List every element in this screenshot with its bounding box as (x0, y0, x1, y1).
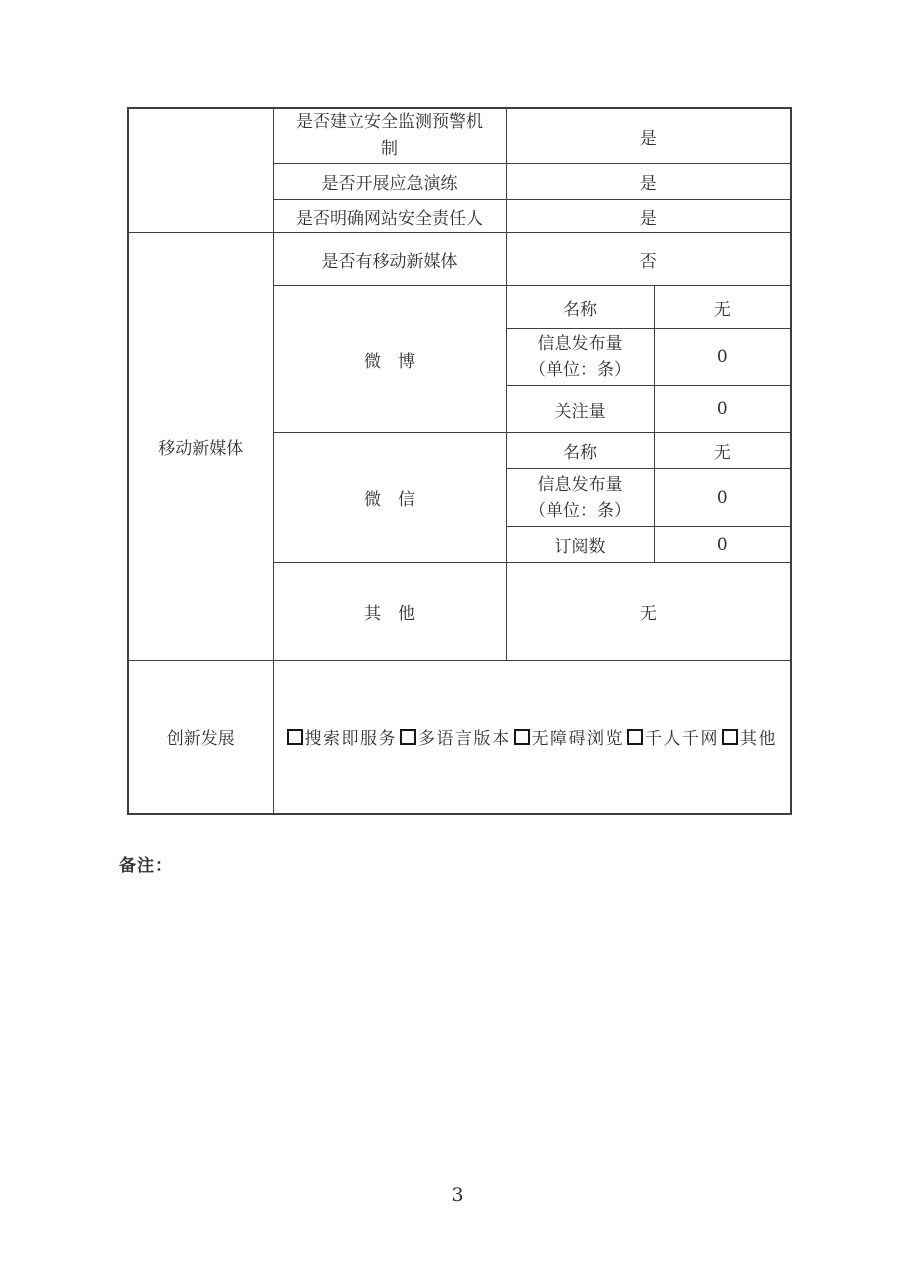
security-question-cell: 是否明确网站安全责任人 (273, 200, 506, 233)
remarks-label: 备注： (119, 856, 173, 876)
mobile-media-answer-cell: 否 (506, 233, 791, 286)
checkbox-icon[interactable] (627, 729, 643, 745)
page-number: 3 (451, 1184, 464, 1206)
weibo-followers-value-cell: 0 (654, 386, 791, 433)
innovation-option (719, 729, 777, 749)
table-row (128, 233, 791, 286)
checkbox-icon[interactable] (400, 729, 416, 745)
innovation-option-label: 多语言版本 (418, 729, 511, 750)
security-question: 是否建立安全监测预警机制 (296, 112, 483, 159)
innovation-option-label: 无障碍浏览 (531, 729, 624, 750)
wechat-name-value-cell: 无 (654, 433, 791, 469)
innovation-option-label: 搜索即服务 (304, 729, 397, 750)
security-question-cell: 是否开展应急演练 (273, 164, 506, 200)
security-category-cell-empty (128, 108, 273, 233)
mobile-media-category-cell: 移动新媒体 (128, 233, 273, 661)
security-answer-cell: 是 (506, 108, 791, 164)
weibo-posts-label-cell (506, 329, 654, 386)
security-answer-cell: 是 (506, 164, 791, 200)
weibo-name-label-cell: 名称 (506, 286, 654, 329)
wechat-posts-label: 信息发布量 (537, 474, 623, 495)
checkbox-icon[interactable] (287, 729, 303, 745)
innovation-category-cell: 创新发展 (128, 661, 273, 814)
innovation-options-row (274, 724, 791, 749)
weibo-name-value-cell: 无 (654, 286, 791, 329)
innovation-option (511, 729, 625, 749)
wechat-label-cell: 微 信 (273, 433, 506, 563)
innovation-option (397, 729, 511, 749)
weibo-posts-label: 信息发布量 (537, 334, 623, 354)
innovation-option-label: 其他 (740, 729, 777, 750)
wechat-name-label-cell: 名称 (506, 433, 654, 469)
weibo-posts-value-cell: 0 (654, 329, 791, 386)
table-row (128, 108, 791, 164)
security-question-cell (273, 108, 506, 164)
wechat-posts-label-cell (506, 469, 654, 527)
mobile-media-question-cell: 是否有移动新媒体 (273, 233, 506, 286)
wechat-posts-value-cell: 0 (654, 469, 791, 527)
wechat-subscribers-label-cell: 订阅数 (506, 527, 654, 563)
annual-report-table (127, 107, 792, 815)
weibo-label-cell: 微 博 (273, 286, 506, 433)
wechat-posts-unit: （单位：条） (529, 500, 631, 521)
checkbox-icon[interactable] (722, 729, 738, 745)
innovation-option (624, 729, 719, 749)
innovation-options-cell (273, 661, 791, 814)
table-row (128, 661, 791, 814)
security-answer-cell: 是 (506, 200, 791, 233)
weibo-followers-label-cell: 关注量 (506, 386, 654, 433)
innovation-option-label: 千人千网 (645, 729, 719, 750)
checkbox-icon[interactable] (514, 729, 530, 745)
wechat-subscribers-value-cell: 0 (654, 527, 791, 563)
other-media-value-cell: 无 (506, 563, 791, 661)
weibo-posts-unit: （单位：条） (529, 360, 631, 380)
other-media-label-cell: 其 他 (273, 563, 506, 661)
innovation-option (287, 729, 398, 749)
